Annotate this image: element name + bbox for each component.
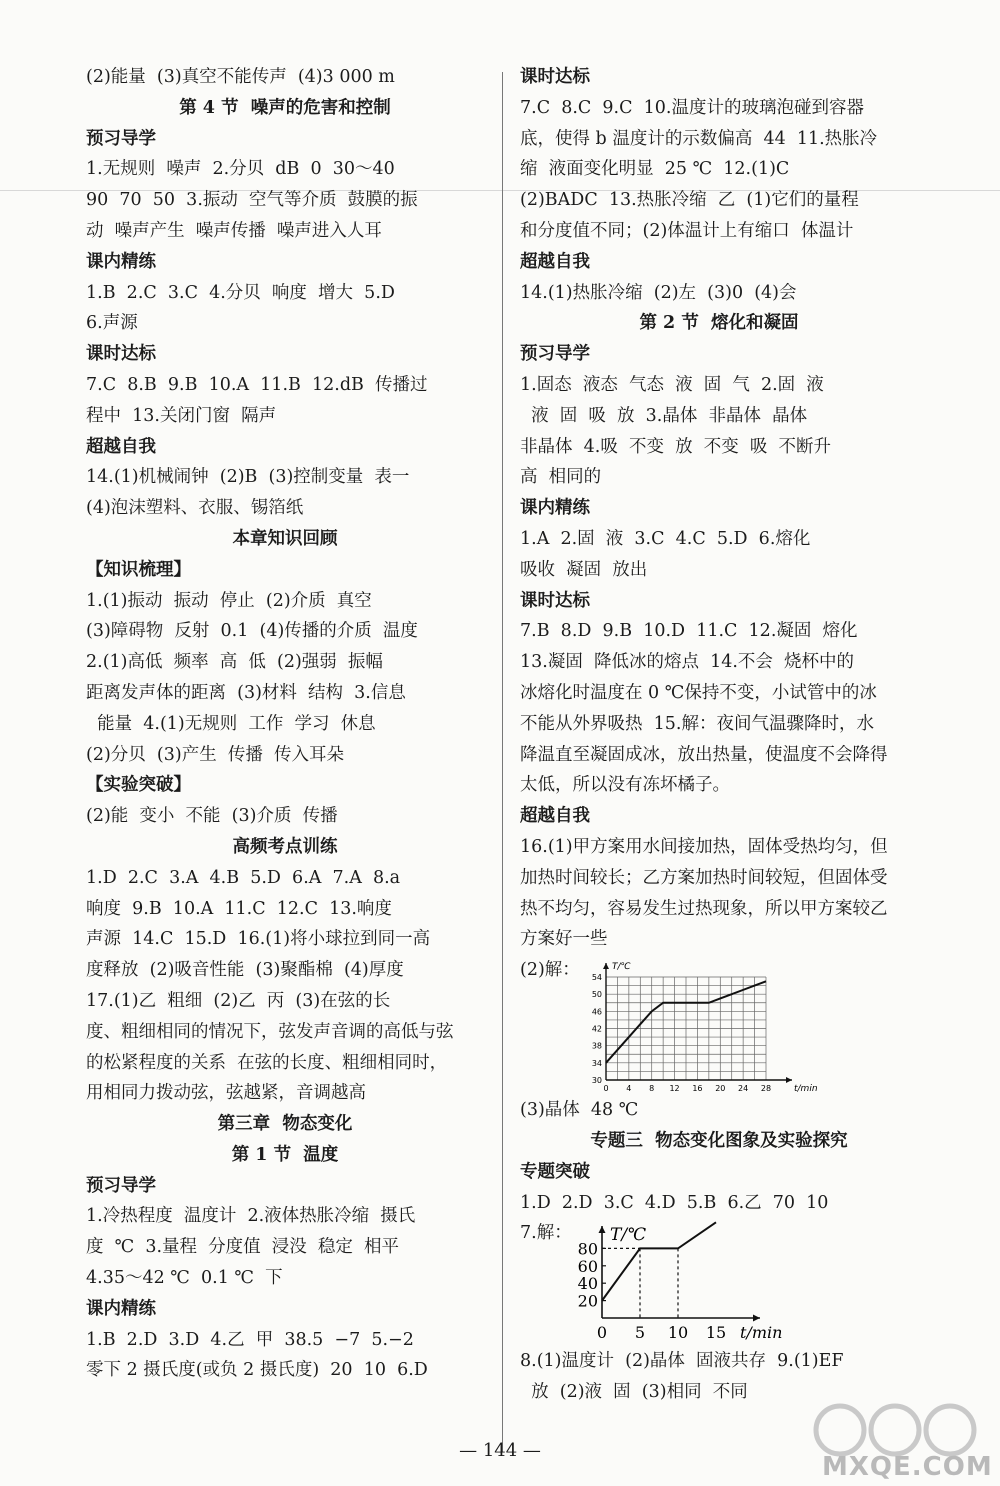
x-tick-label: 15 xyxy=(705,1323,727,1343)
y-tick-label: 46 xyxy=(591,1007,602,1017)
answer-line: 热不均匀，容易发生过热现象，所以甲方案较乙 xyxy=(520,898,888,919)
answer-line: 1.D 2.D 3.C 4.D 5.B 6.乙 70 10 xyxy=(520,1192,829,1213)
graph1-prefix: (2)解： xyxy=(520,960,580,981)
y-axis-arrow xyxy=(603,963,609,969)
right-column xyxy=(520,62,918,1408)
section-heading: 专题突破 xyxy=(520,1161,590,1182)
section-heading: 预习导学 xyxy=(86,1175,156,1196)
section-heading: 第三章 物态变化 xyxy=(217,1114,353,1135)
answer-line: 加热时间较长；乙方案加热时间较短，但固体受 xyxy=(520,867,888,888)
answer-line: 1.D 2.C 3.A 4.B 5.D 6.A 7.A 8.a xyxy=(86,867,401,888)
answer-line: 和分度值不同；(2)体温计上有缩口 体温计 xyxy=(520,220,854,241)
section-heading: 【知识梳理】 xyxy=(86,559,191,580)
x-tick-label: 4 xyxy=(626,1084,632,1094)
section-heading: 本章知识回顾 xyxy=(232,528,338,549)
temperature-time-graph xyxy=(572,1218,832,1346)
x-tick-label: 10 xyxy=(667,1323,689,1343)
y-tick-label: 42 xyxy=(591,1024,602,1034)
section-heading: 课内精练 xyxy=(86,1298,156,1319)
answer-line: 7.C 8.B 9.B 10.A 11.B 12.dB 传播过 xyxy=(86,374,428,395)
answer-line: 声源 14.C 15.D 16.(1)将小球拉到同一高 xyxy=(86,929,431,950)
answer-line: 响度 9.B 10.A 11.C 12.C 13.响度 xyxy=(86,898,392,919)
y-tick-label: 40 xyxy=(577,1274,598,1294)
answer-line: 2.(1)高低 频率 高 低 (2)强弱 振幅 xyxy=(86,652,383,673)
y-tick-label: 38 xyxy=(591,1041,602,1051)
x-tick-label: 16 xyxy=(692,1084,703,1094)
section-heading: 第 1 节 温度 xyxy=(231,1144,339,1165)
y-tick-label: 60 xyxy=(577,1257,598,1277)
x-axis-arrow xyxy=(753,1315,760,1322)
x-tick-label: 28 xyxy=(760,1084,772,1094)
y-axis-arrow xyxy=(599,1226,606,1233)
right-top-text xyxy=(520,62,918,955)
answer-line: 的松紧程度的关系 在弦的长度、粗细相同时， xyxy=(86,1052,448,1073)
answer-line: 1.A 2.固 液 3.C 4.C 5.D 6.熔化 xyxy=(520,528,811,549)
section-heading: 超越自我 xyxy=(86,436,156,457)
answer-line: 14.(1)机械闹钟 (2)B (3)控制变量 表一 xyxy=(86,467,410,488)
column-divider xyxy=(502,72,503,1452)
section-heading: 高频考点训练 xyxy=(232,836,338,857)
answer-line: 17.(1)乙 粗细 (2)乙 丙 (3)在弦的长 xyxy=(86,990,391,1011)
answer-line: 度释放 (2)吸音性能 (3)聚酯棉 (4)厚度 xyxy=(86,960,404,981)
section-heading: 课时达标 xyxy=(520,590,590,611)
section-heading: 【实验突破】 xyxy=(86,775,191,796)
section-heading: 第 4 节 噪声的危害和控制 xyxy=(179,97,391,118)
section-heading: 超越自我 xyxy=(520,251,590,272)
y-tick-label: 50 xyxy=(591,990,602,1000)
melting-temperature-graph xyxy=(578,955,878,1095)
answer-line: 距离发声体的距离 (3)材料 结构 3.信息 xyxy=(86,682,406,703)
section-heading: 超越自我 xyxy=(520,806,590,827)
left-column xyxy=(86,62,484,1386)
y-axis-label: T/℃ xyxy=(612,962,631,973)
topic-graph-answer xyxy=(520,1218,918,1346)
answer-line: 4.35～42 ℃ 0.1 ℃ 下 xyxy=(86,1268,283,1289)
y-tick-label: 34 xyxy=(591,1058,602,1068)
x-tick-label: 8 xyxy=(649,1084,655,1094)
y-tick-label: 80 xyxy=(577,1239,598,1259)
x-tick-label: 24 xyxy=(738,1084,749,1094)
answer-line: 不能从外界吸热 15.解：夜间气温骤降时，水 xyxy=(520,713,874,734)
answer-line: 8.(1)温度计 (2)晶体 固液共存 9.(1)EF xyxy=(520,1351,844,1372)
y-tick-label: 20 xyxy=(577,1291,598,1311)
answer-line: 14.(1)热胀冷缩 (2)左 (3)0 (4)会 xyxy=(520,282,797,303)
answer-line: 太低，所以没有冻坏橘子。 xyxy=(520,775,730,796)
answer-line: 6.声源 xyxy=(86,313,138,334)
x-axis-label: t/min xyxy=(794,1084,818,1095)
answer-line: 1.冷热程度 温度计 2.液体热胀冷缩 摄氏 xyxy=(86,1206,416,1227)
answer-line: 1.无规则 噪声 2.分贝 dB 0 30～40 xyxy=(86,159,395,180)
answer-line: 缩 液面变化明显 25 ℃ 12.(1)C xyxy=(520,159,790,180)
answer-line: 1.(1)振动 振动 停止 (2)介质 真空 xyxy=(86,590,372,611)
page-number: — 144 — xyxy=(459,1440,541,1461)
section-heading: 课内精练 xyxy=(86,251,156,272)
section-heading: 第 2 节 熔化和凝固 xyxy=(639,313,799,334)
answer-line: 能量 4.(1)无规则 工作 学习 休息 xyxy=(86,713,376,734)
answer-line: 非晶体 4.吸 不变 放 不变 吸 不断升 xyxy=(520,436,831,457)
answer-line: 高 相同的 xyxy=(520,467,602,488)
answer-line: 16.(1)甲方案用水间接加热，固体受热均匀，但 xyxy=(520,836,888,857)
answer-line: 降温直至凝固成冰，放出热量，使温度不会降得 xyxy=(520,744,888,765)
x-tick-label: 12 xyxy=(669,1084,680,1094)
answer-line: 冰熔化时温度在 0 ℃保持不变，小试管中的冰 xyxy=(520,682,877,703)
section-heading: 课时达标 xyxy=(520,67,590,87)
answer-line: 放 (2)液 固 (3)相同 不同 xyxy=(520,1382,748,1403)
y-tick-label: 54 xyxy=(591,973,602,983)
x-axis-label: t/min xyxy=(740,1323,783,1343)
right-middle-text xyxy=(520,1095,918,1218)
answer-line: 7.C 8.C 9.C 10.温度计的玻璃泡碰到容器 xyxy=(520,97,864,118)
answer-line: 度 ℃ 3.量程 分度值 浸没 稳定 相平 xyxy=(86,1237,400,1258)
answer-line: 零下 2 摄氏度(或负 2 摄氏度) 20 10 6.D xyxy=(86,1360,428,1381)
answer-line: (3)障碍物 反射 0.1 (4)传播的介质 温度 xyxy=(86,621,418,642)
section-heading: 专题三 物态变化图象及实验探究 xyxy=(590,1130,848,1151)
answer-line: (2)分贝 (3)产生 传播 传入耳朵 xyxy=(86,744,344,765)
section-heading: 预习导学 xyxy=(520,344,590,365)
answer-line: (2)能量 (3)真空不能传声 (4)3 000 m xyxy=(86,67,395,87)
answer-line: 度、粗细相同的情况下，弦发声音调的高低与弦 xyxy=(86,1021,454,1042)
answer-line: 1.B 2.D 3.D 4.乙 甲 38.5 −7 5.−2 xyxy=(86,1329,414,1350)
answer-line: 1.固态 液态 气态 液 固 气 2.固 液 xyxy=(520,374,824,395)
x-tick-label: 0 xyxy=(596,1323,608,1343)
answer-line: (2)BADC 13.热胀冷缩 乙 (1)它们的量程 xyxy=(520,190,859,211)
answer-line: 底，使得 b 温度计的示数偏高 44 11.热胀冷 xyxy=(520,128,878,149)
answer-line: 90 70 50 3.振动 空气等介质 鼓膜的振 xyxy=(86,190,418,211)
answer-line: 程中 13.关闭门窗 隔声 xyxy=(86,405,277,426)
x-tick-label: 0 xyxy=(603,1084,609,1094)
watermark-text: MXQE.COM xyxy=(822,1452,993,1482)
section-heading: 课时达标 xyxy=(86,344,156,365)
graph2-prefix: 7.解： xyxy=(520,1223,572,1244)
section-heading: 课内精练 xyxy=(520,498,590,519)
x-tick-label: 20 xyxy=(715,1084,726,1094)
answer-line: (3)晶体 48 ℃ xyxy=(520,1100,639,1121)
answer-line: 用相同力拨动弦，弦越紧，音调越高 xyxy=(86,1083,366,1104)
answer-line: 液 固 吸 放 3.晶体 非晶体 晶体 xyxy=(520,405,808,426)
x-tick-label: 5 xyxy=(634,1323,646,1343)
answer-line: 动 噪声产生 噪声传播 噪声进入人耳 xyxy=(86,220,382,241)
melting-graph-answer xyxy=(520,955,918,1095)
answer-line: 7.B 8.D 9.B 10.D 11.C 12.凝固 熔化 xyxy=(520,621,858,642)
answer-line: 方案好一些 xyxy=(520,929,608,950)
x-axis-arrow xyxy=(786,1077,792,1083)
answer-line: 吸收 凝固 放出 xyxy=(520,559,648,580)
answer-line: 13.凝固 降低冰的熔点 14.不会 烧杯中的 xyxy=(520,652,855,673)
answer-line: (2)能 变小 不能 (3)介质 传播 xyxy=(86,806,338,827)
answer-line: (4)泡沫塑料、衣服、锡箔纸 xyxy=(86,498,304,519)
answer-line: 1.B 2.C 3.C 4.分贝 响度 增大 5.D xyxy=(86,282,395,303)
y-tick-label: 30 xyxy=(591,1076,602,1086)
y-axis-label: T/℃ xyxy=(610,1225,647,1246)
section-heading: 预习导学 xyxy=(86,128,156,149)
